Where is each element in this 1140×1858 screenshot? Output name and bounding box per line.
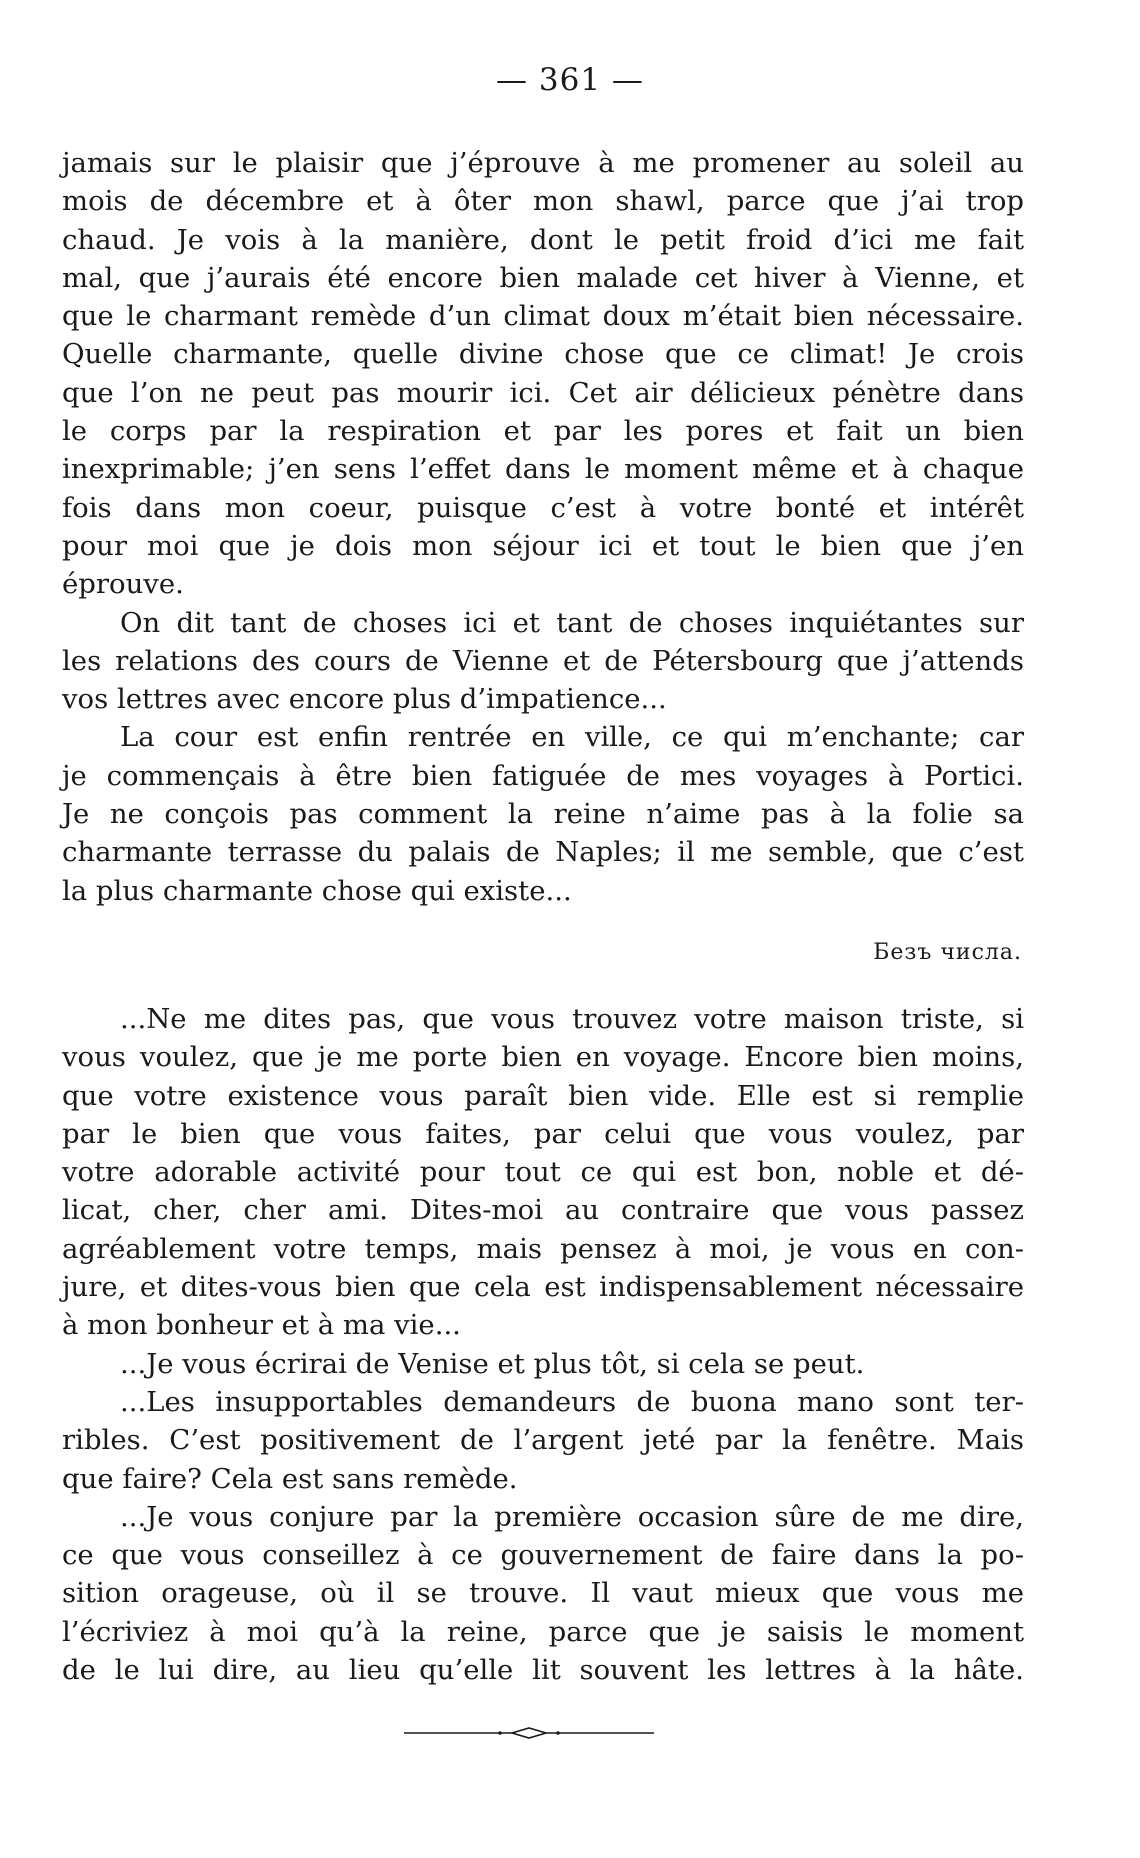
text-line: La cour est enfin rentrée en ville, ce qui m’enchante; car [120, 721, 1024, 754]
text-line: pour moi que je dois mon séjour ici et tout le bien que j’en [62, 529, 1024, 562]
letter-text-block-1 [62, 144, 1024, 910]
text-line: que faire? Cela est sans remède. [62, 1462, 518, 1495]
text-line: sition orageuse, où il se trouve. Il vaut mieux que vous me [62, 1577, 1024, 1610]
text-line: charmante terrasse du palais de Naples; il me semble, que c’est [62, 836, 1024, 869]
text-line: vous voulez, que je me porte bien en voyage. Encore bien moins, [62, 1041, 1024, 1074]
end-ornament-icon [404, 1726, 654, 1740]
text-line: jure, et dites-vous bien que cela est indispensablement nécessaire [62, 1271, 1024, 1304]
text-line: les relations des cours de Vienne et de Pétersbourg que j’attends [62, 644, 1024, 677]
text-line: l’écriviez à moi qu’à la reine, parce que je saisis le moment [62, 1615, 1024, 1648]
dateline: Безъ числа. [873, 940, 1022, 965]
text-line: que le charmant remède d’un climat doux m’était bien nécessaire. [62, 300, 1024, 333]
text-line: vos lettres avec encore plus d’impatience... [62, 683, 667, 716]
text-line: que l’on ne peut pas mourir ici. Cet air délicieux pénètre dans [62, 376, 1024, 409]
text-line: Je ne conçois pas comment la reine n’aime pas à la folie sa [62, 798, 1024, 831]
text-line: de le lui dire, au lieu qu’elle lit souvent les lettres à la hâte. [62, 1654, 1024, 1687]
text-line: ce que vous conseillez à ce gouvernement de faire dans la po- [62, 1539, 1024, 1572]
text-line: ...Je vous conjure par la première occasion sûre de me dire, [120, 1500, 1024, 1533]
text-line: à mon bonheur et à ma vie... [62, 1309, 461, 1342]
text-line: inexprimable; j’en sens l’effet dans le moment même et à chaque [62, 453, 1024, 486]
text-line: chaud. Je vois à la manière, dont le petit froid d’ici me fait [62, 223, 1024, 256]
text-line: que votre existence vous paraît bien vide. Elle est si remplie [62, 1079, 1024, 1112]
text-line: ribles. C’est positivement de l’argent jeté par la fenêtre. Mais [62, 1424, 1024, 1457]
text-line: ...Les insupportables demandeurs de buona mano sont ter- [120, 1385, 1024, 1418]
text-line: ...Je vous écrirai de Venise et plus tôt, si cela se peut. [120, 1347, 865, 1380]
text-line: par le bien que vous faites, par celui que vous voulez, par [62, 1117, 1024, 1150]
text-line: fois dans mon coeur, puisque c’est à votre bonté et intérêt [62, 491, 1024, 524]
text-line: licat, cher, cher ami. Dites-moi au contraire que vous passez [62, 1194, 1024, 1227]
text-line: ...Ne me dites pas, que vous trouvez votre maison triste, si [120, 1003, 1024, 1035]
text-line: mal, que j’aurais été encore bien malade cet hiver à Vienne, et [62, 261, 1024, 294]
text-line: agréablement votre temps, mais pensez à moi, je vous en con- [62, 1232, 1024, 1265]
text-line: mois de décembre et à ôter mon shawl, parce que j’ai trop [62, 185, 1024, 218]
text-line: jamais sur le plaisir que j’éprouve à me promener au soleil au [62, 147, 1024, 179]
text-line: je commençais à être bien fatiguée de mes voyages à Portici. [62, 759, 1024, 792]
text-line: votre adorable activité pour tout ce qui est bon, noble et dé- [62, 1156, 1024, 1189]
text-line: la plus charmante chose qui existe... [62, 874, 572, 907]
letter-text-block-2 [62, 1000, 1024, 1689]
text-line: Quelle charmante, quelle divine chose que ce climat! Je crois [62, 338, 1024, 371]
page-number: — 361 — [496, 62, 644, 98]
text-line: éprouve. [62, 568, 184, 601]
text-line: le corps par la respiration et par les pores et fait un bien [62, 415, 1024, 448]
text-line: On dit tant de choses ici et tant de choses inquiétantes sur [120, 606, 1024, 639]
